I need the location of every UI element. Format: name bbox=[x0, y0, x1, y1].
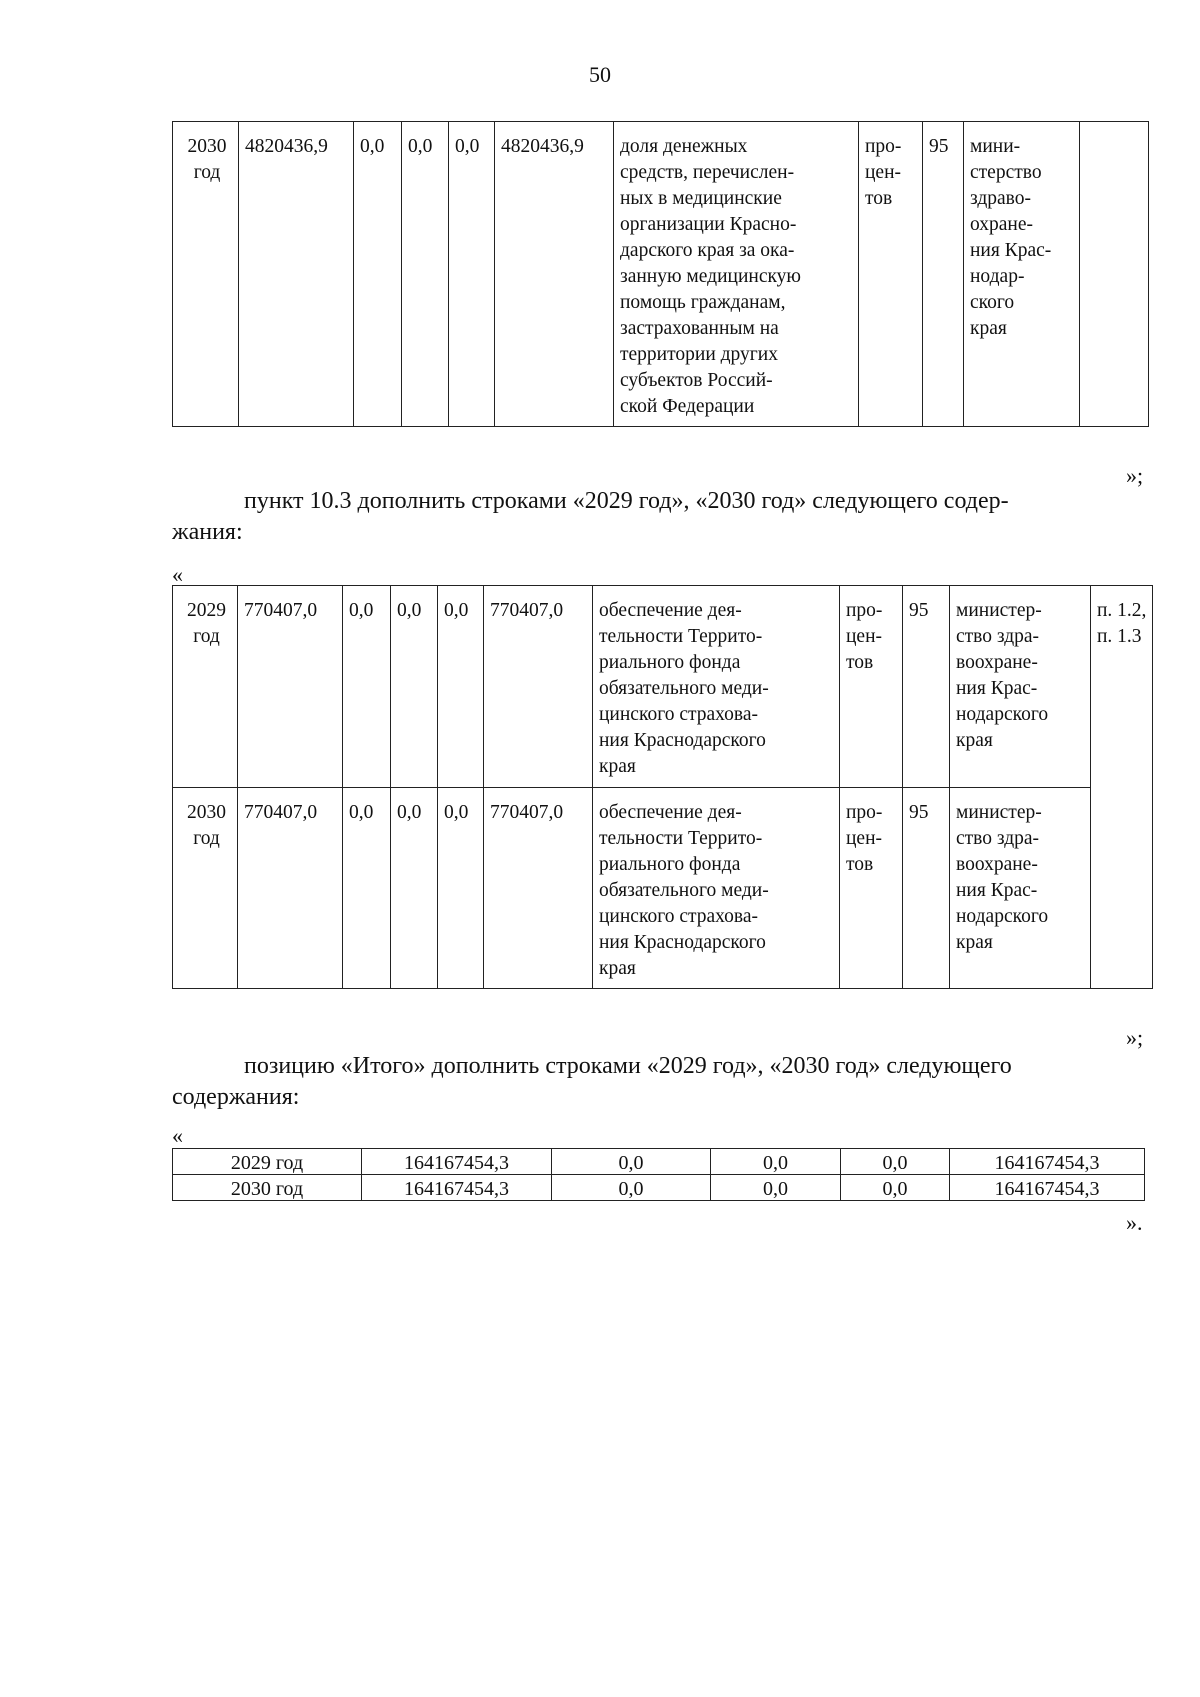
closing-quote-2: »; bbox=[1126, 1025, 1144, 1050]
indicator-cell-line: ния Краснодарского bbox=[599, 932, 766, 953]
indicator-cell bbox=[614, 122, 859, 427]
paragraph2-line-1: позицию «Итого» дополнить строками «2029 год», «2030 год» следующего bbox=[244, 1053, 1012, 1079]
regional-budget-cell: 0,0 bbox=[711, 1175, 841, 1201]
unit-cell-line: про- bbox=[846, 600, 883, 621]
unit-cell-line: тов bbox=[865, 188, 893, 209]
financing-table-10-3 bbox=[172, 585, 1153, 989]
executor-cell-line: нодарского bbox=[956, 906, 1049, 927]
unit-cell-line: цен- bbox=[865, 162, 902, 183]
federal-budget-cell: 0,0 bbox=[343, 788, 391, 989]
link-cell-line: п. 1.3 bbox=[1097, 626, 1142, 647]
tfoms-cell: 164167454,3 bbox=[950, 1149, 1145, 1175]
unit-cell bbox=[840, 586, 903, 788]
total-cell: 164167454,3 bbox=[362, 1175, 552, 1201]
federal-budget-cell: 0,0 bbox=[354, 122, 402, 427]
year-cell-line: год bbox=[193, 828, 220, 849]
executor-cell-line: министер- bbox=[956, 802, 1042, 823]
indicator-cell-line: застрахованным на bbox=[620, 318, 779, 339]
executor-cell-line: охране- bbox=[970, 214, 1034, 235]
local-budget-cell: 0,0 bbox=[449, 122, 495, 427]
indicator-cell-line: риального фонда bbox=[599, 652, 741, 673]
regional-budget-cell: 0,0 bbox=[391, 586, 438, 788]
tfoms-cell: 770407,0 bbox=[484, 788, 593, 989]
total-cell: 164167454,3 bbox=[362, 1149, 552, 1175]
executor-cell-line: ния Крас- bbox=[956, 678, 1038, 699]
indicator-cell-line: ных в медицинские bbox=[620, 188, 782, 209]
target-value-cell: 95 bbox=[903, 586, 950, 788]
executor-cell-line: ство здра- bbox=[956, 828, 1040, 849]
indicator-cell-line: цинского страхова- bbox=[599, 906, 759, 927]
executor-cell-line: края bbox=[970, 318, 1007, 339]
indicator-cell-line: субъектов Россий- bbox=[620, 370, 773, 391]
local-budget-cell: 0,0 bbox=[841, 1175, 950, 1201]
year-cell-line: 2030 bbox=[187, 802, 226, 823]
instruction-paragraph-1 bbox=[172, 486, 1168, 548]
local-budget-cell: 0,0 bbox=[438, 788, 484, 989]
indicator-cell-line: края bbox=[599, 756, 636, 777]
federal-budget-cell: 0,0 bbox=[552, 1175, 711, 1201]
totals-row bbox=[173, 1175, 1145, 1201]
table1-body bbox=[173, 122, 1149, 427]
unit-cell-line: про- bbox=[846, 802, 883, 823]
opening-quote-2: « bbox=[172, 1123, 183, 1148]
tfoms-cell: 770407,0 bbox=[484, 586, 593, 788]
executor-cell bbox=[950, 586, 1091, 788]
target-value-cell: 95 bbox=[923, 122, 964, 427]
local-budget-cell: 0,0 bbox=[438, 586, 484, 788]
executor-cell bbox=[950, 788, 1091, 989]
year-cell bbox=[173, 586, 238, 788]
indicator-cell bbox=[593, 788, 840, 989]
table2-body bbox=[173, 586, 1153, 989]
target-value-cell: 95 bbox=[903, 788, 950, 989]
executor-cell-line: воохране- bbox=[956, 854, 1038, 875]
unit-cell bbox=[840, 788, 903, 989]
unit-cell-line: тов bbox=[846, 854, 874, 875]
indicator-cell-line: дарского края за ока- bbox=[620, 240, 795, 261]
indicator-cell-line: риального фонда bbox=[599, 854, 741, 875]
indicator-cell-line: тельности Террито- bbox=[599, 626, 763, 647]
indicator-cell-line: края bbox=[599, 958, 636, 979]
indicator-cell-line: обеспечение дея- bbox=[599, 600, 742, 621]
tfoms-cell: 4820436,9 bbox=[495, 122, 614, 427]
indicator-cell-line: помощь гражданам, bbox=[620, 292, 786, 313]
unit-cell-line: цен- bbox=[846, 626, 883, 647]
paragraph2-line-2: содержания: bbox=[172, 1084, 300, 1110]
indicator-cell-line: занную медицинскую bbox=[620, 266, 801, 287]
unit-cell bbox=[859, 122, 923, 427]
indicator-cell-line: организации Красно- bbox=[620, 214, 797, 235]
opening-quote-1: « bbox=[172, 562, 183, 587]
federal-budget-cell: 0,0 bbox=[343, 586, 391, 788]
executor-cell-line: мини- bbox=[970, 136, 1021, 157]
instruction-paragraph-2 bbox=[172, 1051, 1168, 1113]
paragraph1-line-1: пункт 10.3 дополнить строками «2029 год», «2030 год» следующего содер- bbox=[244, 488, 1009, 514]
period-cell: 2029 год bbox=[173, 1149, 362, 1175]
executor-cell-line: ского bbox=[970, 292, 1015, 313]
executor-cell-line: воохране- bbox=[956, 652, 1038, 673]
indicator-cell bbox=[593, 586, 840, 788]
indicator-cell-line: тельности Террито- bbox=[599, 828, 763, 849]
executor-cell-line: министер- bbox=[956, 600, 1042, 621]
executor-cell-line: края bbox=[956, 932, 993, 953]
indicator-cell-line: ния Краснодарского bbox=[599, 730, 766, 751]
executor-cell-line: нодар- bbox=[970, 266, 1025, 287]
year-cell-line: год bbox=[193, 626, 220, 647]
executor-cell-line: края bbox=[956, 730, 993, 751]
executor-cell-line: стерство bbox=[970, 162, 1042, 183]
regional-budget-cell: 0,0 bbox=[402, 122, 449, 427]
link-cell bbox=[1080, 122, 1149, 427]
executor-cell-line: ния Крас- bbox=[956, 880, 1038, 901]
table-row bbox=[173, 788, 1153, 989]
local-budget-cell: 0,0 bbox=[841, 1149, 950, 1175]
page-number: 50 bbox=[589, 62, 611, 87]
closing-quote-1: »; bbox=[1126, 463, 1144, 488]
table-row bbox=[173, 122, 1149, 427]
regional-budget-cell: 0,0 bbox=[391, 788, 438, 989]
total-cell: 4820436,9 bbox=[239, 122, 354, 427]
final-quote: ». bbox=[1126, 1210, 1143, 1235]
paragraph1-line-2: жания: bbox=[172, 519, 243, 545]
regional-budget-cell: 0,0 bbox=[711, 1149, 841, 1175]
executor-cell-line: ния Крас- bbox=[970, 240, 1052, 261]
executor-cell bbox=[964, 122, 1080, 427]
indicator-cell-line: обязательного меди- bbox=[599, 678, 769, 699]
executor-cell-line: здраво- bbox=[970, 188, 1031, 209]
unit-cell-line: про- bbox=[865, 136, 902, 157]
total-cell: 770407,0 bbox=[238, 788, 343, 989]
executor-cell-line: ство здра- bbox=[956, 626, 1040, 647]
totals-table bbox=[172, 1148, 1145, 1201]
period-cell: 2030 год bbox=[173, 1175, 362, 1201]
year-cell bbox=[173, 122, 239, 427]
indicator-cell-line: обязательного меди- bbox=[599, 880, 769, 901]
table3-body bbox=[173, 1149, 1145, 1201]
year-cell-line: 2030 bbox=[187, 136, 227, 157]
total-cell: 770407,0 bbox=[238, 586, 343, 788]
indicator-cell-line: цинского страхова- bbox=[599, 704, 759, 725]
link-cell-line: п. 1.2, bbox=[1097, 600, 1147, 621]
indicator-cell-line: ской Федерации bbox=[620, 396, 755, 417]
table-row bbox=[173, 586, 1153, 788]
unit-cell-line: тов bbox=[846, 652, 874, 673]
year-cell bbox=[173, 788, 238, 989]
executor-cell-line: нодарского bbox=[956, 704, 1049, 725]
indicator-cell-line: территории других bbox=[620, 344, 778, 365]
federal-budget-cell: 0,0 bbox=[552, 1149, 711, 1175]
unit-cell-line: цен- bbox=[846, 828, 883, 849]
year-cell-line: 2029 bbox=[187, 600, 226, 621]
totals-row bbox=[173, 1149, 1145, 1175]
link-cell bbox=[1091, 586, 1153, 989]
year-cell-line: год bbox=[193, 162, 221, 183]
indicator-cell-line: доля денежных bbox=[620, 136, 748, 157]
tfoms-cell: 164167454,3 bbox=[950, 1175, 1145, 1201]
financing-table-2030 bbox=[172, 121, 1149, 427]
indicator-cell-line: обеспечение дея- bbox=[599, 802, 742, 823]
indicator-cell-line: средств, перечислен- bbox=[620, 162, 795, 183]
